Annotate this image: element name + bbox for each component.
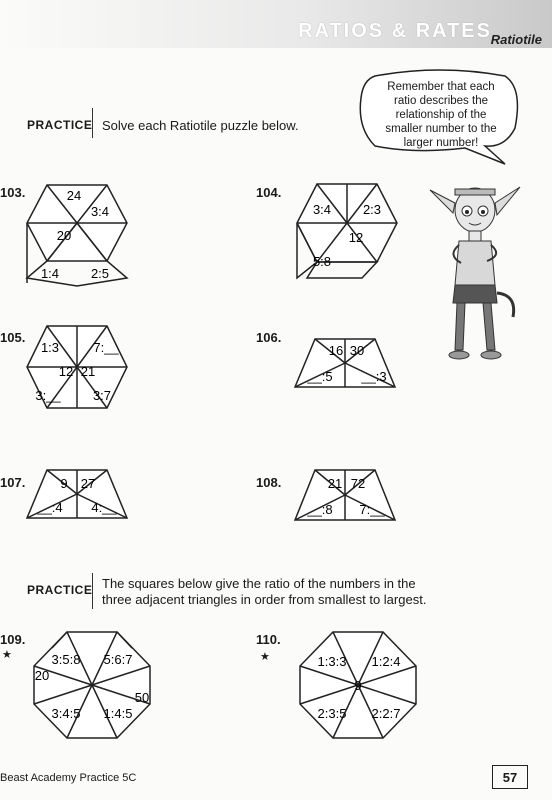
- square-ratio: 4:__: [91, 500, 117, 515]
- square-ratio: 3:7: [92, 388, 112, 403]
- chapter-subtitle: Ratiotile: [490, 32, 542, 47]
- square-ratio: 3:4:5: [51, 706, 81, 721]
- ratiotile-puzzle-104: [292, 178, 404, 288]
- problem-number: 104.: [256, 185, 282, 200]
- triangle-value: 72: [350, 476, 366, 491]
- triangle-value: 24: [66, 188, 82, 203]
- problem-number: 103.: [0, 185, 26, 200]
- triangle-value: 21: [80, 364, 96, 379]
- triangle-value: 16: [328, 343, 344, 358]
- ratiotile-puzzle-110: [288, 628, 428, 743]
- triangle-value: 12: [348, 230, 364, 245]
- triangle-value: 27: [80, 476, 96, 491]
- practice-label: PRACTICE: [27, 118, 93, 132]
- triangle-value: 50: [134, 690, 150, 705]
- square-ratio: 2:3: [362, 202, 382, 217]
- book-title: Beast Academy Practice 5C: [0, 772, 137, 784]
- square-ratio: 3:5:8: [51, 652, 81, 667]
- ratiotile-puzzle-103: [22, 178, 132, 288]
- problem-number: 105.: [0, 330, 26, 345]
- ratiotile-puzzle-106: [290, 335, 402, 405]
- character-illustration: [425, 175, 525, 370]
- practice-instruction: Solve each Ratiotile puzzle below.: [102, 118, 299, 133]
- square-ratio: 5:6:7: [103, 652, 133, 667]
- speech-bubble-text: Remember that each ratio describes the relationship of the smaller number to the larger number!: [385, 81, 497, 149]
- triangle-value: 12: [58, 364, 74, 379]
- square-ratio: 1:3:3: [317, 654, 347, 669]
- star-icon: ★: [2, 649, 12, 661]
- triangle-value: 30: [349, 343, 365, 358]
- triangle-value: 9: [60, 476, 68, 491]
- section-divider: [92, 108, 93, 138]
- square-ratio: 2:2:7: [371, 706, 401, 721]
- square-ratio: 3:4: [90, 204, 110, 219]
- triangle-value: 21: [327, 476, 343, 491]
- problem-number: 110.: [256, 632, 281, 647]
- square-ratio: 7:__: [93, 340, 119, 355]
- square-ratio: __:3: [361, 369, 387, 384]
- problem-number: 107.: [0, 475, 26, 490]
- square-ratio: 1:3: [40, 340, 60, 355]
- ratiotile-puzzle-105: [22, 322, 134, 432]
- ratiotile-puzzle-109: [22, 628, 162, 743]
- section-divider: [92, 573, 93, 609]
- problem-number: 109.: [0, 632, 26, 647]
- star-icon: ★: [260, 651, 270, 663]
- problem-number: 106.: [256, 330, 282, 345]
- square-ratio: 7:__: [359, 502, 385, 517]
- triangle-value: 9: [354, 678, 362, 693]
- square-ratio: 3:__: [35, 388, 61, 403]
- problem-number: 108.: [256, 475, 282, 490]
- square-ratio: 1:2:4: [371, 654, 401, 669]
- practice-label: PRACTICE: [27, 583, 93, 597]
- ratiotile-puzzle-107: [22, 468, 134, 538]
- square-ratio: 1:4:5: [103, 706, 133, 721]
- square-ratio: 5:8: [312, 254, 332, 269]
- square-ratio: __:4: [37, 500, 63, 515]
- square-ratio: 3:4: [312, 202, 332, 217]
- triangle-value: 20: [56, 228, 72, 243]
- square-ratio: 2:5: [90, 266, 110, 281]
- square-ratio: 1:4: [40, 266, 60, 281]
- square-ratio: 2:3:5: [317, 706, 347, 721]
- ratiotile-puzzle-108: [290, 468, 402, 538]
- triangle-value: 20: [34, 668, 50, 683]
- page-number: 57: [492, 765, 528, 789]
- chapter-title: RATIOS & RATES: [298, 20, 492, 42]
- practice-instruction: The squares below give the ratio of the numbers in the three adjacent triangles in order from smallest to largest.: [102, 576, 427, 607]
- square-ratio: __:5: [307, 369, 333, 384]
- square-ratio: __:8: [307, 502, 333, 517]
